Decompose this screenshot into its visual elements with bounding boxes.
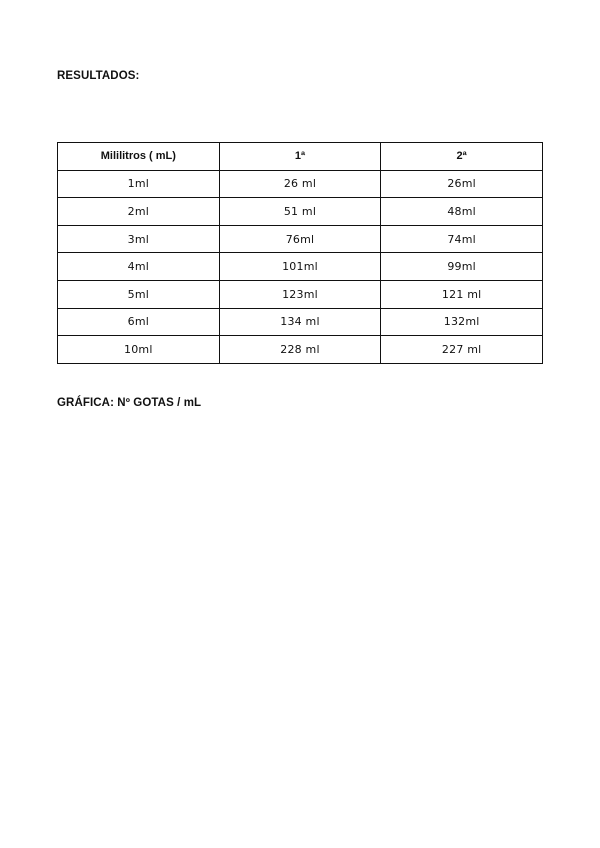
cell-first-trial: 51 ml <box>219 198 381 226</box>
table-row <box>58 280 543 308</box>
header-second-trial: 2ª <box>381 143 543 171</box>
cell-first-trial: 26 ml <box>219 170 381 198</box>
cell-second-trial: 48ml <box>381 198 543 226</box>
table-row <box>58 225 543 253</box>
table-row <box>58 170 543 198</box>
cell-milliliters: 6ml <box>58 308 220 336</box>
cell-first-trial: 123ml <box>219 280 381 308</box>
cell-first-trial: 76ml <box>219 225 381 253</box>
table-row <box>58 253 543 281</box>
table-row <box>58 198 543 226</box>
header-first-trial: 1ª <box>219 143 381 171</box>
cell-second-trial: 121 ml <box>381 280 543 308</box>
header-milliliters: Mililitros ( mL) <box>58 143 220 171</box>
cell-second-trial: 99ml <box>381 253 543 281</box>
chart-heading: GRÁFICA: Nº GOTAS / mL <box>57 397 202 409</box>
cell-milliliters: 5ml <box>58 280 220 308</box>
results-table <box>57 142 543 364</box>
cell-milliliters: 4ml <box>58 253 220 281</box>
cell-first-trial: 101ml <box>219 253 381 281</box>
results-heading: RESULTADOS: <box>57 70 140 82</box>
cell-milliliters: 10ml <box>58 336 220 364</box>
cell-milliliters: 2ml <box>58 198 220 226</box>
table-row <box>58 308 543 336</box>
table-header-row <box>58 143 543 171</box>
cell-first-trial: 134 ml <box>219 308 381 336</box>
cell-first-trial: 228 ml <box>219 336 381 364</box>
cell-second-trial: 74ml <box>381 225 543 253</box>
cell-milliliters: 1ml <box>58 170 220 198</box>
cell-second-trial: 227 ml <box>381 336 543 364</box>
table-row <box>58 336 543 364</box>
cell-second-trial: 132ml <box>381 308 543 336</box>
cell-milliliters: 3ml <box>58 225 220 253</box>
cell-second-trial: 26ml <box>381 170 543 198</box>
